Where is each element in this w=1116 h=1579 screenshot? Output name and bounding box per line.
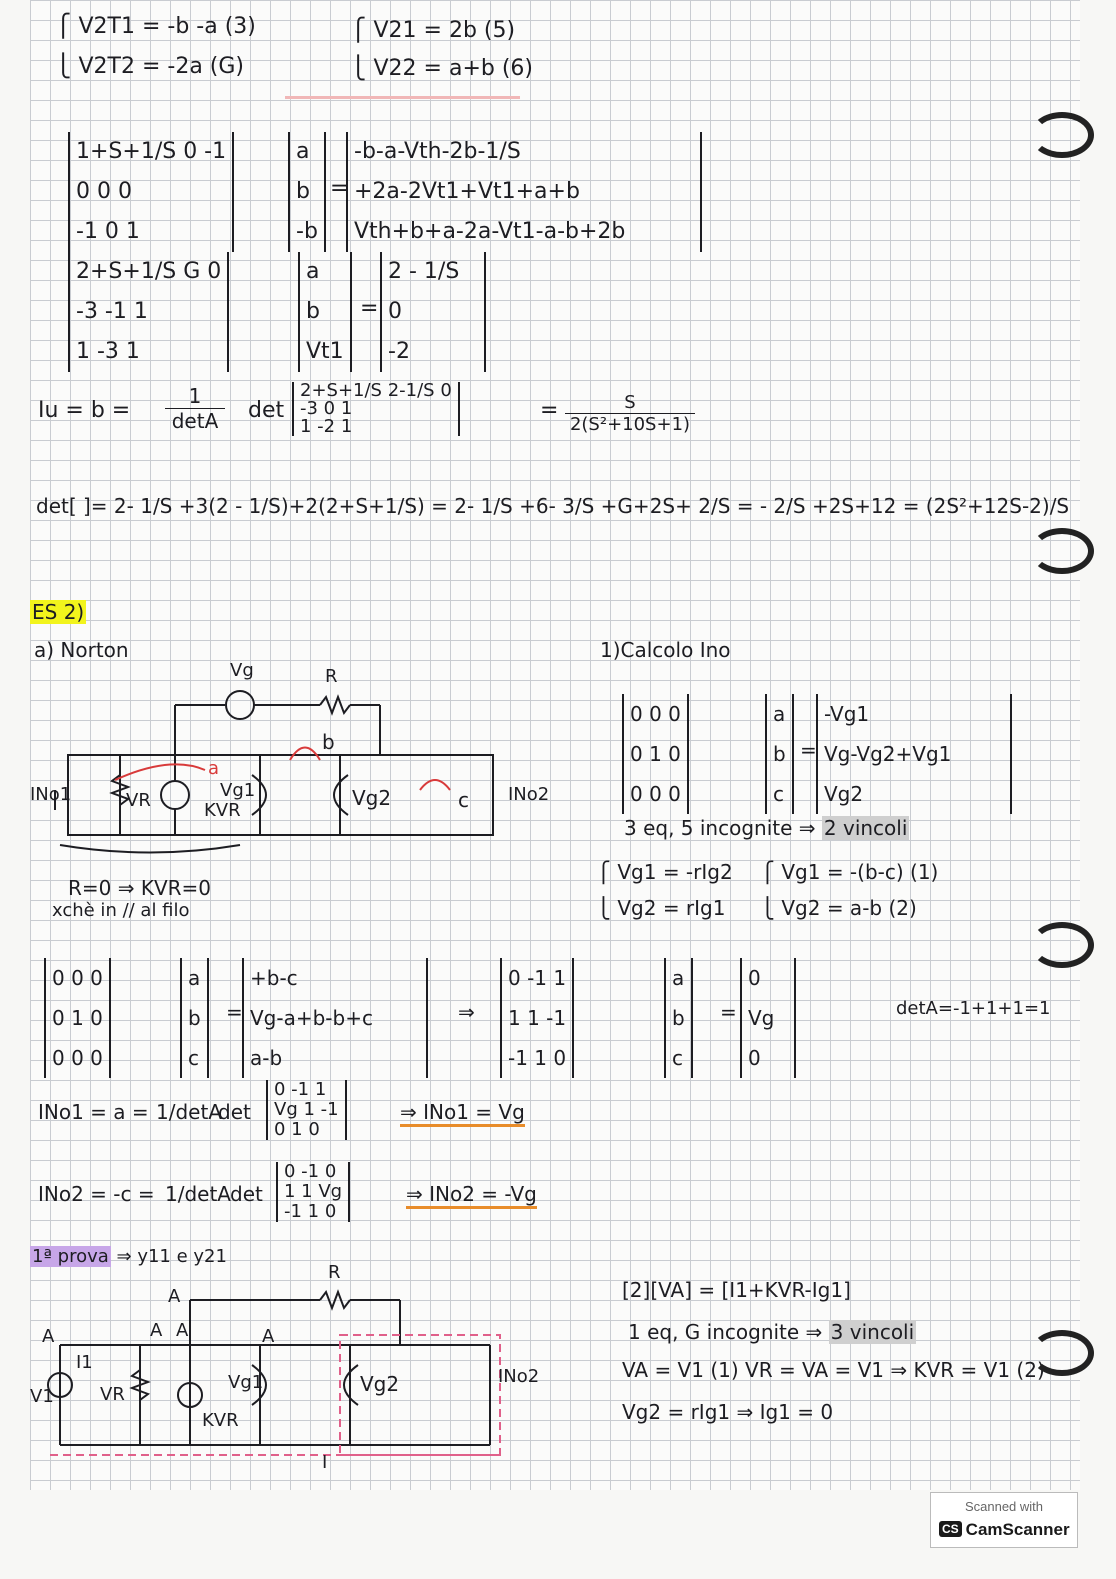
var: a — [773, 702, 786, 726]
c2-label-vg1: Vg1 — [228, 1372, 264, 1393]
iu-result — [565, 392, 695, 435]
rhs-row: Vg2 — [824, 782, 864, 806]
matrix-2-rhs — [380, 252, 486, 372]
var: c — [188, 1046, 199, 1070]
det-a-value: detA=-1+1+1=1 — [896, 998, 1051, 1019]
det-row: 0 1 0 — [274, 1119, 320, 1140]
rhs-row: a-b — [250, 1046, 283, 1070]
label-a: a — [208, 758, 220, 779]
ino2-frac: 1/detA — [165, 1182, 231, 1206]
det-row: -1 1 0 — [284, 1201, 337, 1222]
rhs-row: Vth+b+a-2a-Vt1-a-b+2b — [354, 219, 626, 244]
matrix-5-rhs — [740, 958, 796, 1078]
var: c — [672, 1046, 683, 1070]
rhs-row: 0 — [388, 299, 402, 324]
var: a — [306, 259, 320, 284]
var: a — [188, 966, 201, 990]
right2-line-2-highlight: 3 vincoli — [830, 1320, 915, 1344]
rhs-row: Vg-a+b-b+c — [250, 1006, 373, 1030]
condition-line-2: xchè in // al filo — [52, 900, 190, 921]
norton-heading: a) Norton — [34, 638, 129, 662]
condition-line-1: R=0 ⇒ KVR=0 — [68, 876, 212, 900]
system-1-line-1: ⎧ V2T1 = -b -a (3) — [55, 14, 256, 39]
watermark-brand — [939, 1520, 1070, 1540]
rhs-row: +2a-2Vt1+Vt1+a+b — [354, 179, 580, 204]
system-2-line-2: ⎩ V22 = a+b (6) — [350, 56, 533, 81]
c2-label-v1: V1 — [30, 1386, 54, 1407]
matrix-1-rhs — [346, 132, 702, 252]
det-row: -3 0 1 — [300, 398, 353, 419]
ino1-result — [400, 1100, 525, 1124]
scanner-watermark — [930, 1492, 1078, 1548]
matrix-1-row: 1+S+1/S 0 -1 — [76, 139, 227, 164]
det-word: det — [248, 398, 285, 423]
label-c: c — [458, 788, 469, 812]
det-row: 1 1 Vg — [284, 1181, 343, 1202]
matrix-3-variables — [765, 694, 794, 814]
ino1-det-matrix — [266, 1080, 347, 1140]
equals-sign: = — [330, 176, 349, 201]
label-vg2: Vg2 — [352, 786, 392, 810]
right2-line-3: VA = V1 (1) VR = VA = V1 ⇒ KVR = V1 (2) — [622, 1358, 1045, 1382]
frac-den: detA — [171, 409, 219, 433]
voltage-source-vg — [226, 691, 254, 719]
c2-label-a: A — [42, 1326, 55, 1347]
rhs-row: 2 - 1/S — [388, 259, 460, 284]
ino1-result-text: ⇒ INo1 = Vg — [400, 1100, 525, 1127]
matrix-5-row: 1 1 -1 — [508, 1006, 567, 1030]
rhs-row: -Vg1 — [824, 702, 870, 726]
ino1-lhs: INo1 = a = — [38, 1100, 149, 1124]
ino1-frac: 1/detA — [156, 1100, 222, 1124]
matrix-3-row: 0 1 0 — [630, 742, 681, 766]
var: -b — [296, 219, 318, 244]
label-b: b — [322, 730, 335, 754]
matrix-1-coefficients — [68, 132, 234, 252]
det-row: 0 -1 0 — [284, 1161, 337, 1182]
matrix-3-row: 0 0 0 — [630, 702, 681, 726]
rhs-row: -b-a-Vth-2b-1/S — [354, 139, 521, 164]
system-4-line-1: ⎧ Vg1 = -(b-c) (1) — [760, 860, 939, 884]
resistor-r — [320, 697, 350, 713]
watermark-top-text: Scanned with — [964, 1499, 1044, 1514]
c2-label-vg2: Vg2 — [360, 1372, 400, 1396]
c2-label-a: A — [176, 1320, 189, 1341]
prova-heading — [30, 1246, 227, 1267]
c2-label-r: R — [328, 1262, 341, 1283]
ino2-det-word: det — [230, 1182, 263, 1206]
ino1-det-word: det — [218, 1100, 251, 1124]
note-text: 3 eq, 5 incognite ⇒ — [624, 816, 816, 840]
matrix-4-row: 0 0 0 — [52, 1046, 103, 1070]
matrix-5-row: 0 -1 1 — [508, 966, 567, 990]
matrix-1-row: -1 0 1 — [76, 219, 140, 244]
equals-sign: = — [800, 738, 817, 762]
right2-line-2 — [628, 1320, 916, 1344]
matrix-4-coefficients — [44, 958, 111, 1078]
camscanner-logo-icon: CS — [939, 1521, 962, 1537]
det-row: 1 -2 1 — [300, 416, 353, 437]
det-row: 2+S+1/S 2-1/S 0 — [300, 380, 452, 401]
right2-line-4: Vg2 = rIg1 ⇒ Ig1 = 0 — [622, 1400, 834, 1424]
notebook-page — [30, 0, 1080, 1490]
c2-label-kvr: KVR — [202, 1410, 239, 1431]
note-highlight: 2 vincoli — [823, 816, 908, 840]
matrix-2-row: 2+S+1/S G 0 — [76, 259, 222, 284]
right2-line-2-text: 1 eq, G incognite ⇒ — [628, 1320, 823, 1344]
resistor-r — [320, 1292, 350, 1308]
c2-label-a: A — [168, 1286, 181, 1307]
var: c — [773, 782, 784, 806]
mesh-a-arrow — [115, 764, 205, 780]
system-3-line-1: ⎧ Vg1 = -rIg2 — [596, 860, 733, 884]
rhs-row: 0 — [748, 966, 761, 990]
matrix-2-row: -3 -1 1 — [76, 299, 148, 324]
var: b — [188, 1006, 201, 1030]
label-ino1: INo1 — [30, 784, 72, 805]
equals-sign: = — [720, 1000, 737, 1024]
brace — [60, 845, 240, 853]
matrix-2-variables — [298, 252, 352, 372]
var: b — [296, 179, 310, 204]
binder-ring — [1030, 528, 1094, 574]
exercise-label — [30, 600, 86, 624]
equals-sign: = — [360, 296, 379, 321]
matrix-5-variables — [664, 958, 693, 1078]
matrix-4-row: 0 1 0 — [52, 1006, 103, 1030]
matrix-3-coefficients — [622, 694, 689, 814]
system-2-line-1: ⎧ V21 = 2b (5) — [350, 18, 516, 43]
matrix-5-coefficients — [500, 958, 574, 1078]
label-vg: Vg — [230, 660, 254, 681]
label-vg1: Vg1 — [220, 780, 256, 801]
matrix-5-row: -1 1 0 — [508, 1046, 567, 1070]
test-circuit — [30, 1280, 530, 1480]
system-4-line-2: ⎩ Vg2 = a-b (2) — [760, 896, 917, 920]
matrix-1-row: 0 0 0 — [76, 179, 132, 204]
det-row: 0 -1 1 — [274, 1079, 327, 1100]
var: b — [672, 1006, 685, 1030]
red-underline — [285, 96, 520, 99]
rhs-row: Vg — [748, 1006, 775, 1030]
ino2-result — [406, 1182, 537, 1206]
exercise-label-text: ES 2) — [32, 600, 85, 624]
rhs-row: -2 — [388, 339, 410, 364]
var: b — [306, 299, 320, 324]
matrix-2-coefficients — [68, 252, 229, 372]
var: b — [773, 742, 786, 766]
c2-label-a: A — [262, 1326, 275, 1347]
matrix-2-row: 1 -3 1 — [76, 339, 140, 364]
matrix-1-variables — [288, 132, 326, 252]
mesh-c-arrow — [420, 780, 450, 790]
result-num: S — [565, 392, 695, 414]
matrix-4-row: 0 0 0 — [52, 966, 103, 990]
ino2-result-text: ⇒ INo2 = -Vg — [406, 1182, 537, 1209]
matrix-3-rhs — [816, 694, 1012, 814]
iu-frac — [165, 384, 225, 433]
binder-ring — [1030, 1330, 1094, 1376]
norton-circuit — [30, 660, 590, 860]
implies-arrow: ⇒ — [458, 1000, 475, 1024]
binder-ring — [1030, 922, 1094, 968]
matrix-4-rhs — [242, 958, 428, 1078]
matrix-3-row: 0 0 0 — [630, 782, 681, 806]
prova-rest: ⇒ y11 e y21 — [116, 1246, 227, 1267]
matrix-4-variables — [180, 958, 209, 1078]
var: a — [672, 966, 685, 990]
c2-label-vr: VR — [100, 1384, 125, 1405]
equation-count-note — [624, 816, 909, 840]
iu-lhs: Iu = b = — [38, 398, 131, 423]
det-row: Vg 1 -1 — [274, 1099, 339, 1120]
ino2-lhs: INo2 = -c = — [38, 1182, 155, 1206]
controlled-source-kvr — [161, 781, 189, 809]
mesh-b-arrow — [290, 748, 320, 761]
ino2-det-matrix — [276, 1162, 350, 1222]
right2-line-1: [2][VA] = [I1+KVR-Ig1] — [622, 1278, 851, 1302]
equals-sign: = — [540, 398, 559, 423]
rhs-row: Vg-Vg2+Vg1 — [824, 742, 952, 766]
binder-ring — [1030, 112, 1094, 158]
label-r: R — [325, 666, 338, 687]
system-3-line-2: ⎩ Vg2 = rIg1 — [596, 896, 726, 920]
label-vr: VR — [126, 790, 151, 811]
var: a — [296, 139, 310, 164]
c2-label-ino2: INo2 — [498, 1366, 540, 1387]
det-line: det[ ]= 2- 1/S +3(2 - 1/S)+2(2+S+1/S) = 2- 1/S +6- 3/S +G+2S+ 2/S = - 2/S +2S+12 = (2S²+12S-2)/S — [36, 494, 1070, 518]
frac-num: 1 — [165, 384, 225, 409]
prova-label: 1ª prova — [32, 1246, 109, 1267]
c2-label-bottom: I — [322, 1452, 328, 1473]
rhs-row: +b-c — [250, 966, 298, 990]
label-kvr: KVR — [204, 800, 241, 821]
c2-label-i1: I1 — [76, 1352, 93, 1373]
var: Vt1 — [306, 339, 344, 364]
system-1-line-2: ⎩ V2T2 = -2a (G) — [55, 54, 245, 79]
equals-sign: = — [226, 1000, 243, 1024]
calc-heading: 1)Calcolo Ino — [600, 638, 731, 662]
rhs-row: 0 — [748, 1046, 761, 1070]
label-ino2: INo2 — [508, 784, 550, 805]
iu-det-matrix — [292, 382, 460, 436]
watermark-brand-text: CamScanner — [965, 1520, 1070, 1539]
result-den: 2(S²+10S+1) — [569, 414, 691, 435]
c2-label-a: A — [150, 1320, 163, 1341]
